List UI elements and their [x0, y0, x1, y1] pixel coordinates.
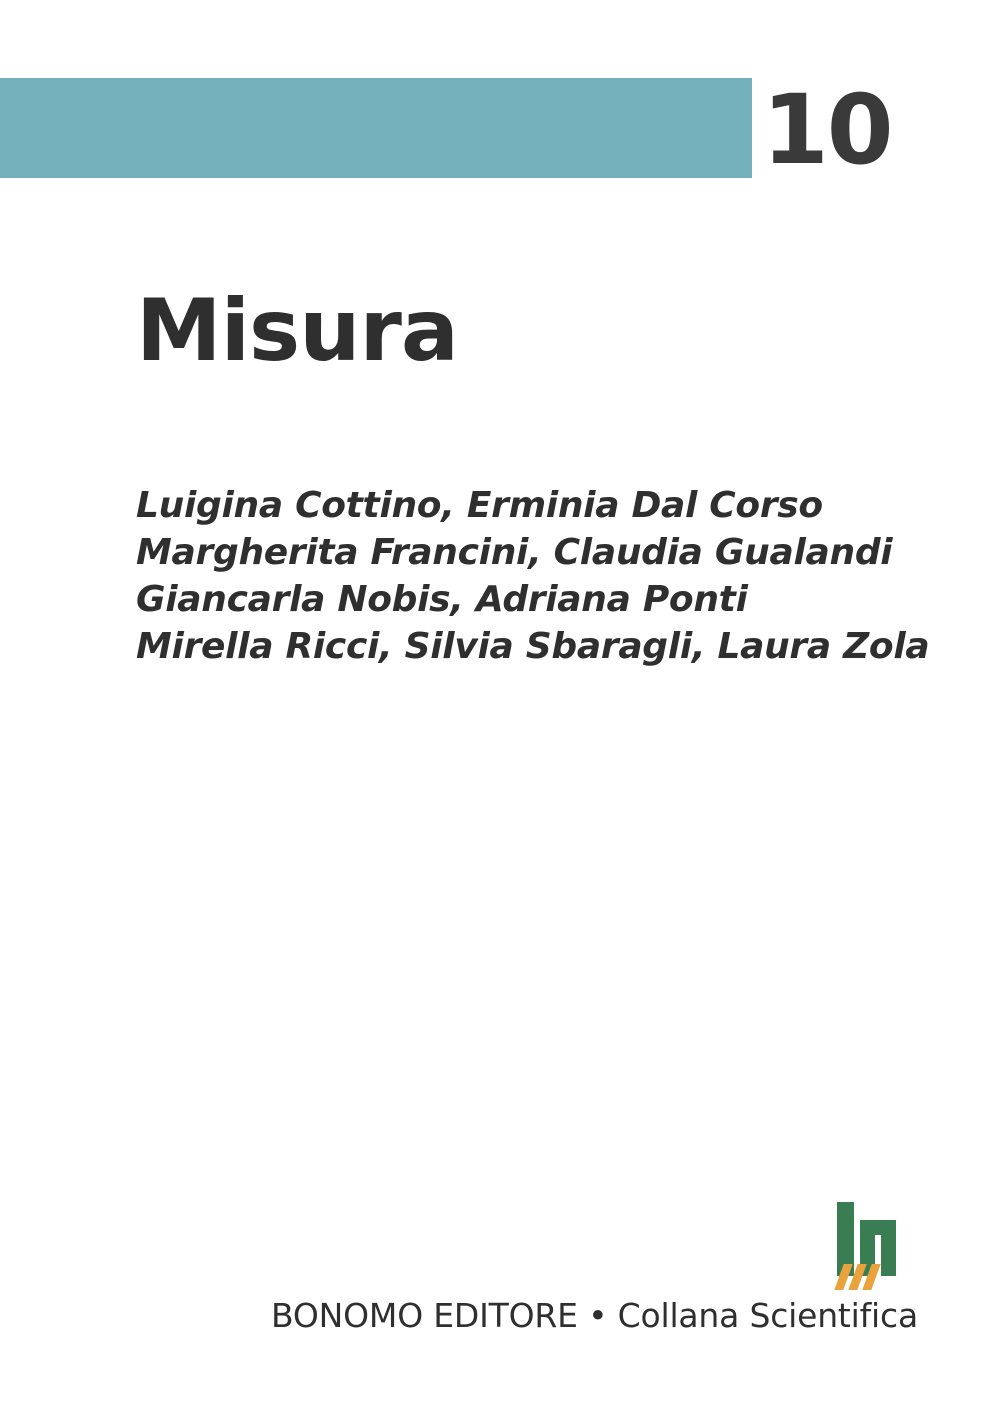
author-list: [136, 482, 930, 670]
top-color-band: [0, 78, 752, 178]
publisher-separator: •: [588, 1296, 608, 1335]
collection-name: Collana Scientifica: [617, 1296, 918, 1335]
bonomo-editore-logo-icon: [833, 1202, 917, 1290]
publisher-name: BONOMO EDITORE: [271, 1296, 578, 1335]
publisher-line: [0, 1296, 918, 1336]
author-line: Margherita Francini, Claudia Gualandi: [136, 532, 893, 573]
author-line: Mirella Ricci, Silvia Sbaragli, Laura Zola: [136, 626, 930, 667]
logo-bar-hook: [881, 1220, 896, 1276]
page-title: Misura: [136, 281, 458, 381]
author-line: Luigina Cottino, Erminia Dal Corso: [136, 485, 823, 526]
series-number: 10: [762, 74, 892, 186]
author-line: Giancarla Nobis, Adriana Ponti: [136, 579, 748, 620]
